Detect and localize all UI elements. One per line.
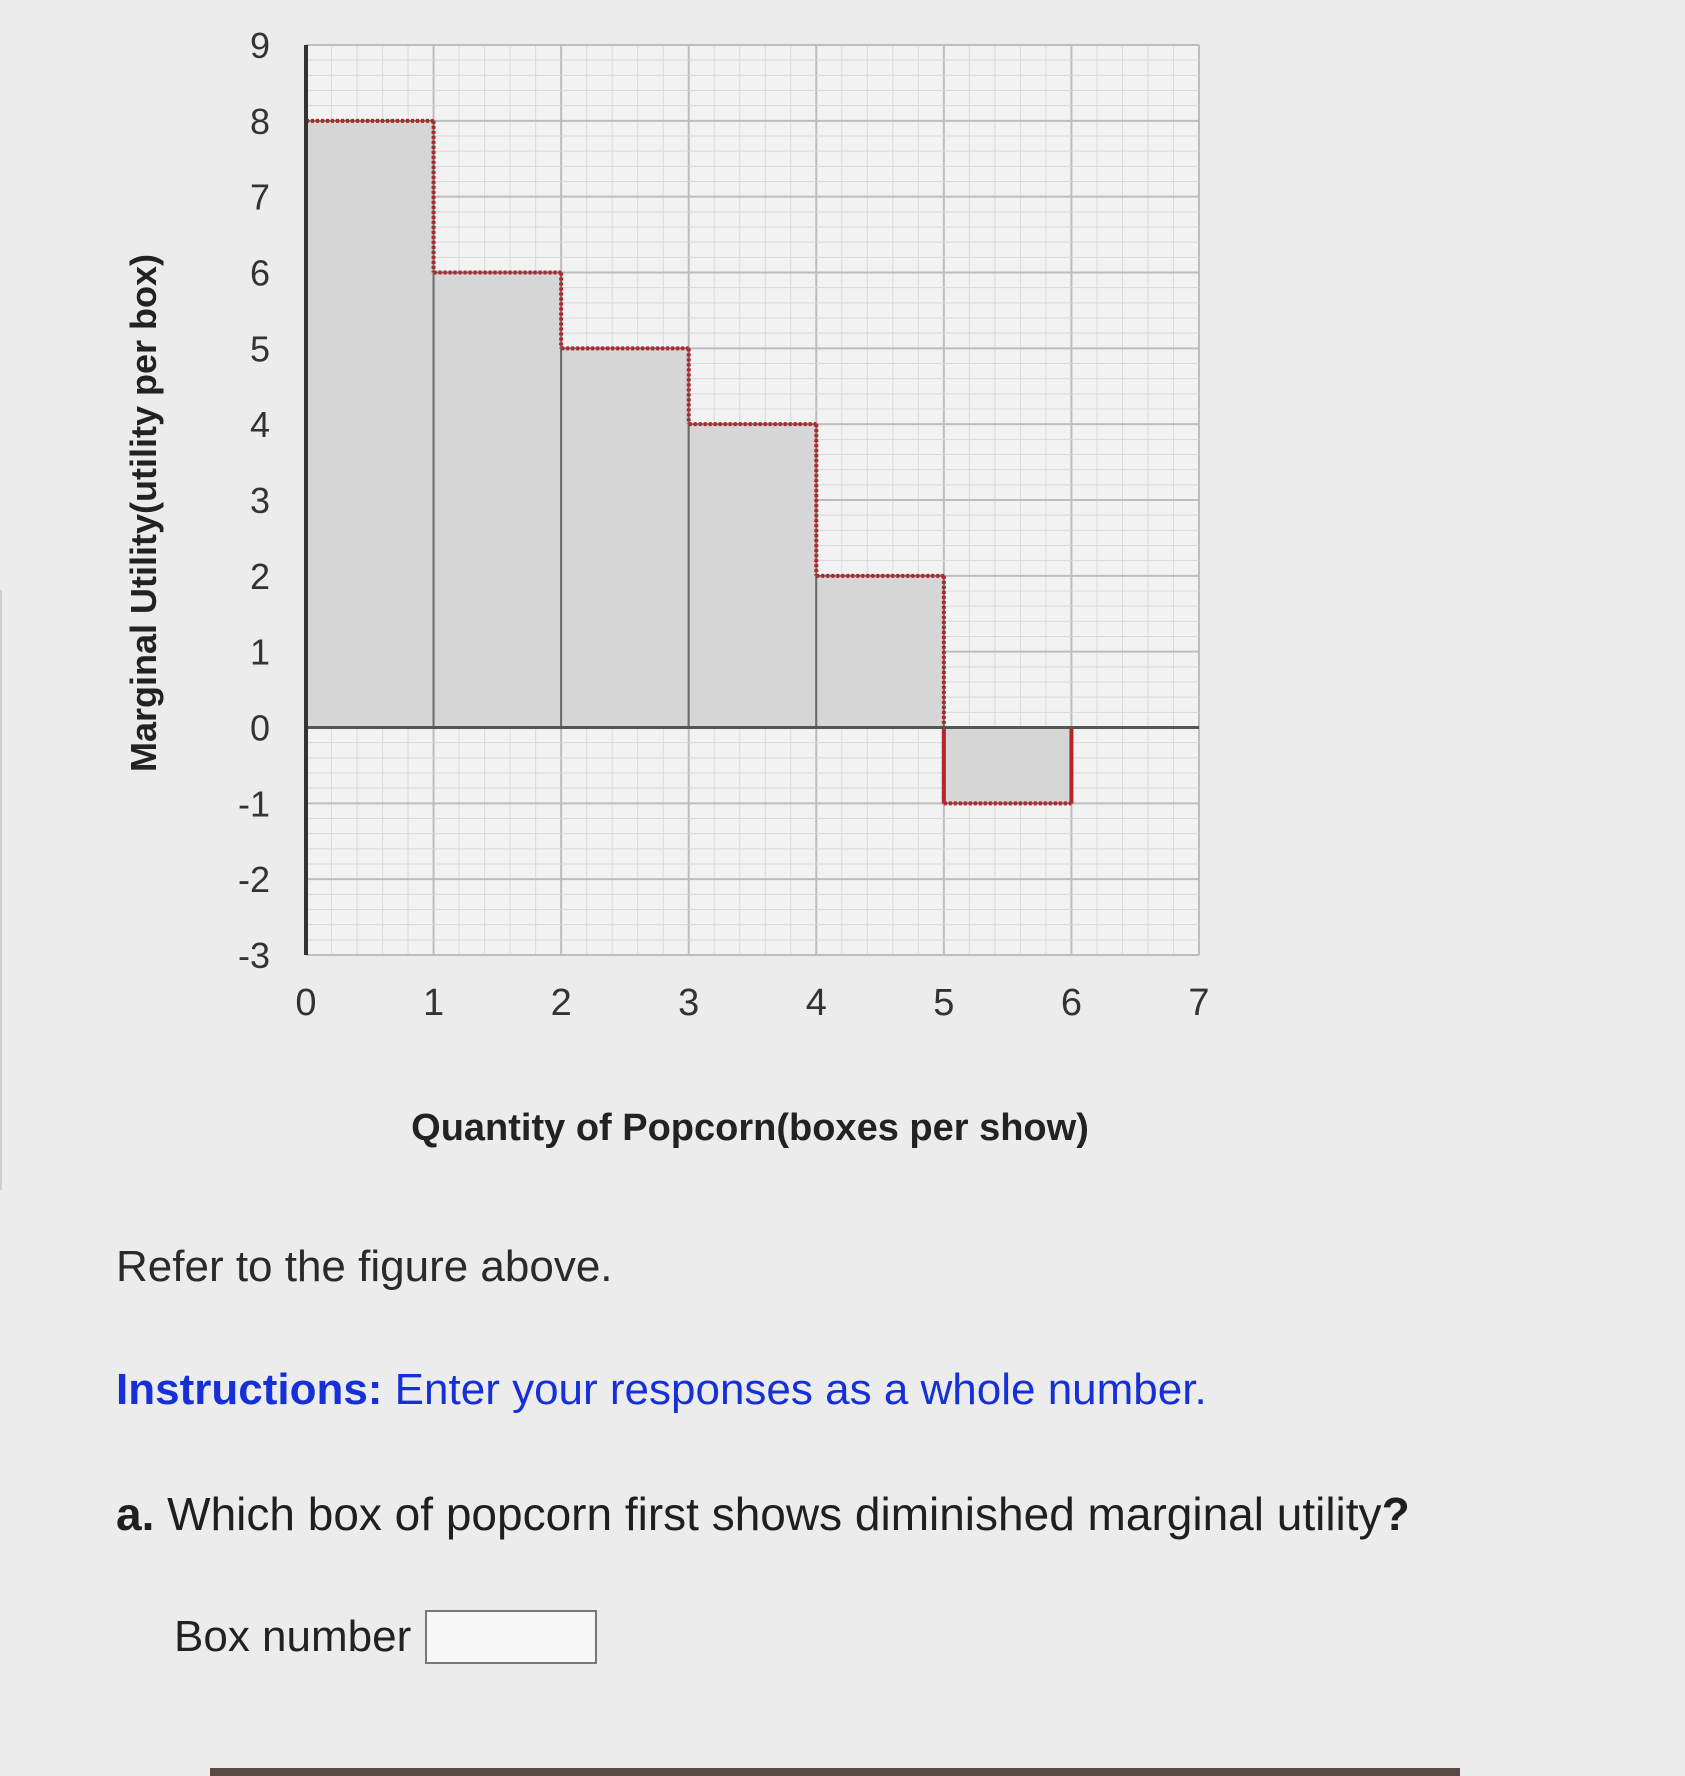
y-tick-label: 2	[249, 555, 270, 597]
y-tick-label: 3	[249, 480, 270, 521]
question-a	[116, 1487, 1410, 1541]
instructions-text: Enter your responses as a whole number.	[382, 1365, 1207, 1414]
y-tick-label: 8	[249, 100, 270, 142]
y-tick-label: 9	[249, 25, 270, 66]
x-tick-label: 5	[933, 982, 955, 1024]
bar-box-3	[561, 348, 689, 727]
instructions	[116, 1365, 1207, 1415]
x-tick-label: 2	[550, 982, 572, 1024]
answer-label: Box number	[174, 1612, 412, 1661]
y-axis-label: Marginal Utility(utility per box)	[123, 253, 164, 773]
x-axis-label: Quantity of Popcorn(boxes per show)	[411, 1107, 1089, 1149]
x-tick-label: 3	[678, 982, 700, 1024]
x-tick-label: 0	[295, 982, 317, 1024]
question-text: Which box of popcorn first shows diminished marginal utility	[154, 1488, 1382, 1540]
question-number: a.	[116, 1488, 155, 1540]
y-tick-label: -1	[237, 783, 270, 825]
x-tick-label: 6	[1060, 982, 1082, 1024]
y-tick-label: 4	[249, 404, 270, 446]
question-mark: ?	[1381, 1488, 1410, 1540]
y-tick-label: 5	[249, 328, 270, 370]
x-tick-label: 1	[423, 982, 445, 1024]
x-tick-label: 4	[805, 982, 827, 1024]
x-tick-label: 7	[1188, 982, 1210, 1024]
y-tick-label: -3	[237, 935, 270, 976]
bar-box-6	[944, 728, 1072, 804]
bottom-bar	[210, 1768, 1460, 1776]
y-tick-label: 6	[249, 252, 270, 294]
y-tick-label: 1	[249, 631, 270, 673]
answer-row	[174, 1610, 597, 1664]
bar-box-1	[306, 121, 434, 728]
instructions-label: Instructions:	[116, 1365, 383, 1414]
y-tick-label: -2	[237, 859, 270, 901]
y-tick-label: 0	[249, 707, 270, 749]
refer-text: Refer to the figure above.	[116, 1242, 613, 1291]
box-number-input[interactable]	[425, 1610, 597, 1664]
bar-box-4	[689, 424, 817, 727]
bar-box-2	[434, 273, 562, 728]
y-tick-label: 7	[249, 176, 270, 218]
bar-box-5	[816, 576, 944, 728]
